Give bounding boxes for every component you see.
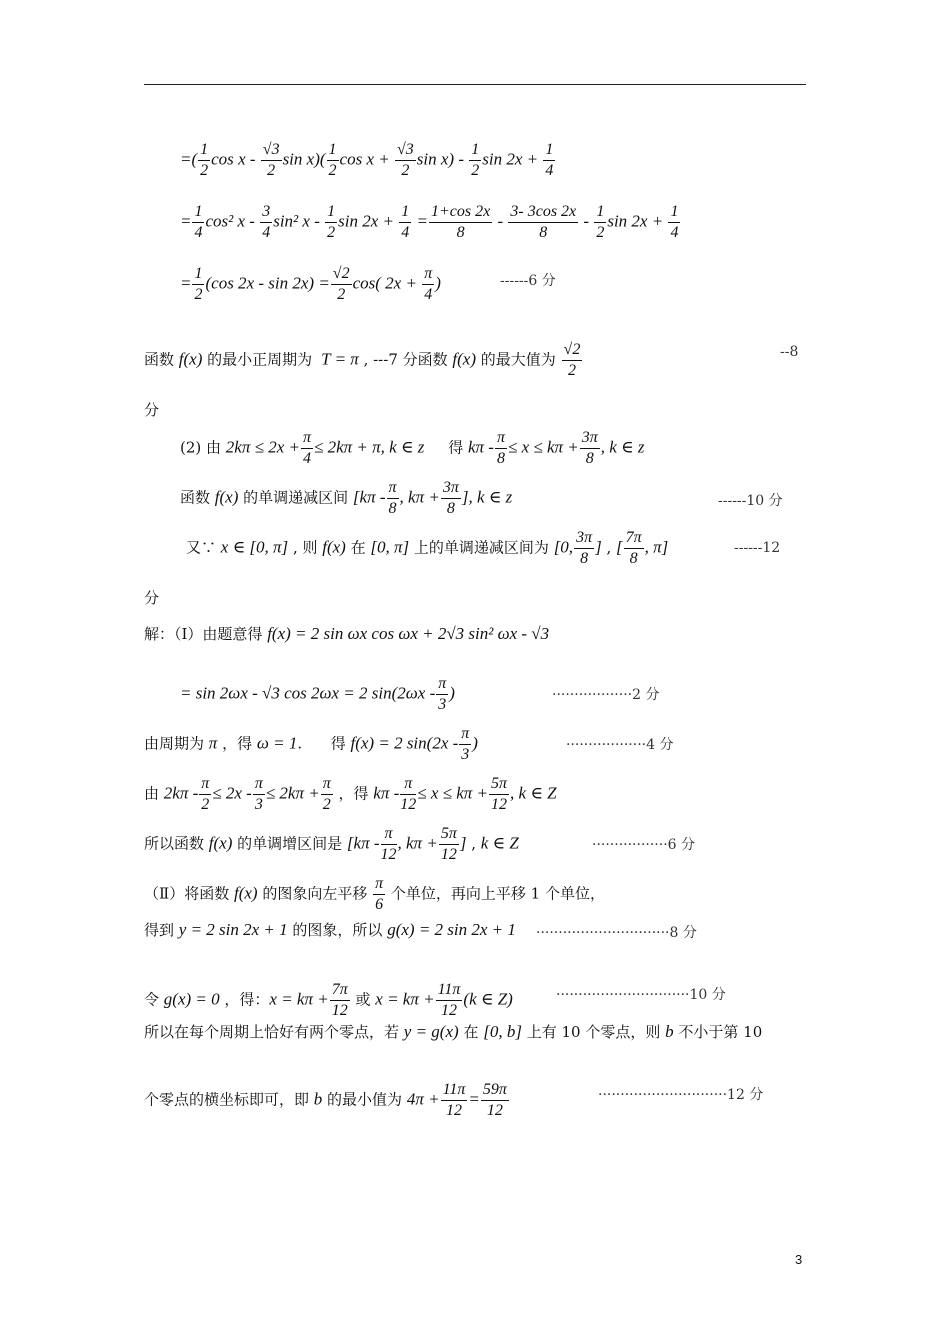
text-line-7: 函数 f(x) 的单调递减区间 [kπ - $\frac{\pi}{8}$ , kπ + $\frac{3\pi}{8}$ ], k ∈ z — [180, 479, 513, 517]
score-6b: ·················6 分 — [592, 837, 696, 853]
text-line-8: 又∵ x ∈ [0, π] , 则 f(x) 在 [0, π] 上的单调递减区间为 [0, $\frac{3\pi}{8}$ ] , [ $\frac{7\pi}{8}$ , π] — [186, 529, 669, 567]
equation-line-2: = $\frac{1}{4}$ cos² x - $\frac{3}{4}$ sin² x - $\frac{1}{2}$ sin 2x + $\frac{1}{4}$ = $\frac{1+\cos 2x}{8}$ - $\frac{3- 3\cos 2x}{8}$ - $\frac{1}{2}$ sin 2x + $\frac{1}{4}$ — [180, 203, 679, 241]
text-line-6: (2) 由 2kπ ≤ 2x + $\frac{\pi}{4}$ ≤ 2kπ + π, k ∈ z 得 kπ - $\frac{\pi}{8}$ ≤ x ≤ kπ + $\frac{3\pi}{8}$ , k ∈ z — [180, 429, 645, 467]
score-4: ··················4 分 — [566, 737, 674, 753]
score-8b: ······························8 分 — [536, 925, 697, 941]
equation-line-1: =( $\frac{1}{2}$ cos x - $\frac{√3}{2}$ sin x)( $\frac{1}{2}$ cos x + $\frac{√3}{2}$ sin x) - $\frac{1}{2}$ sin 2x + $\frac{1}{4}$ — [180, 141, 554, 179]
text-line-16: 得到 y = 2 sin 2x + 1 的图象，所以 g(x) = 2 sin 2x + 1 — [144, 920, 516, 939]
score-2: ··················2 分 — [552, 687, 660, 703]
text-line-9: 分 — [144, 589, 160, 607]
score-8: --8 — [780, 344, 799, 360]
text-line-11: = sin 2ωx - √3 cos 2ωx = 2 sin(2ωx - $\frac{\pi}{3}$ ) — [180, 675, 455, 713]
text-line-17: 令 g(x) = 0 ，得：x = kπ + $\frac{7\pi}{12}$ 或 x = kπ + $\frac{11\pi}{12}$ (k ∈ Z) — [144, 981, 513, 1019]
score-12: ------12 — [734, 540, 781, 556]
equation-line-3: = $\frac{1}{2}$ (cos 2x - sin 2x) = $\frac{√2}{2}$ cos( 2x + $\frac{\pi}{4}$ ) — [180, 265, 441, 303]
text-line-12: 由周期为 π ，得 ω = 1. 得 f(x) = 2 sin(2x - $\frac{\pi}{3}$ ) — [144, 725, 478, 763]
text-line-15: （Ⅱ）将函数 f(x) 的图象向左平移 $\frac{\pi}{6}$ 个单位，再向上平移 1 个单位， — [144, 875, 605, 913]
text-line-5: 分 — [144, 401, 160, 419]
score-10b: ······························10 分 — [556, 987, 726, 1003]
text-line-10: 解：（Ⅰ）由题意得 f(x) = 2 sin ωx cos ωx + 2√3 sin² ωx - √3 — [144, 624, 550, 643]
header-rule — [144, 84, 806, 85]
text-line-4: 函数 f(x) 的最小正周期为 T = π , ---7 分函数 f(x) 的最大值为 $\frac{√2}{2}$ — [144, 341, 581, 379]
text-line-14: 所以函数 f(x) 的单调增区间是 [kπ - $\frac{\pi}{12}$ , kπ + $\frac{5\pi}{12}$ ] , k ∈ Z — [144, 825, 519, 863]
text-line-19: 个零点的横坐标即可，即 b 的最小值为 4π + $\frac{11\pi}{12}$ = $\frac{59\pi}{12}$ — [144, 1081, 507, 1119]
score-12b: ·····························12 分 — [598, 1087, 764, 1103]
page-number: 3 — [795, 1252, 803, 1267]
score-6: ------6 分 — [500, 273, 556, 289]
text-line-13: 由 2kπ - $\frac{\pi}{2}$ ≤ 2x - $\frac{\pi}{3}$ ≤ 2kπ + $\frac{\pi}{2}$ ，得 kπ - $\frac{\pi}{12}$ ≤ x ≤ kπ + $\frac{5\pi}{12}$ , k ∈ Z — [144, 775, 557, 813]
text-line-18: 所以在每个周期上恰好有两个零点，若 y = g(x) 在 [0, b] 上有 10 个零点，则 b 不小于第 10 — [144, 1022, 763, 1041]
score-10: ------10 分 — [718, 493, 783, 509]
